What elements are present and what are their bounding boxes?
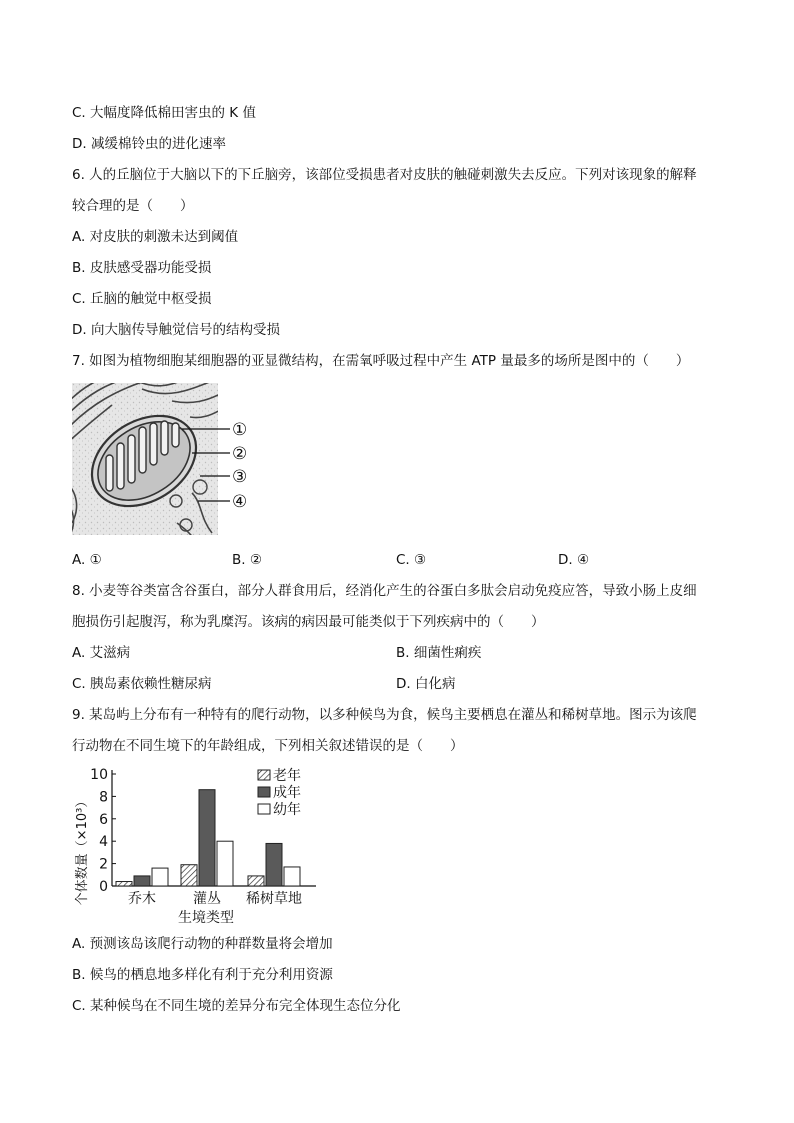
q5-option-c: C. 大幅度降低棉田害虫的 K 值 [72,105,256,121]
bar-成年-灌丛 [199,790,215,886]
legend-swatch [258,787,270,797]
bar-幼年-稀树草地 [284,867,300,886]
label-4: ④ [232,492,248,512]
age-structure-chart [66,762,326,932]
bar-幼年-乔木 [152,868,168,886]
bar-幼年-灌丛 [217,841,233,886]
legend-label: 幼年 [273,802,301,818]
x-tick-label: 乔木 [128,891,156,907]
q9-stem-line2: 行动物在不同生境下的年龄组成，下列相关叙述错误的是（ ） [72,738,464,754]
q8-option-a: A. 艾滋病 [72,645,131,661]
q7-option-d: D. ④ [558,552,590,568]
q6-stem-line2: 较合理的是（ ） [72,198,194,214]
q7-option-a: A. ① [72,552,102,568]
y-tick-label: 6 [99,811,108,828]
q8-stem-line2: 胞损伤引起腹泻，称为乳糜泻。该病的病因最可能类似于下列疾病中的（ ） [72,614,545,630]
q9-option-c: C. 某种候鸟在不同生境的差异分布完全体现生态位分化 [72,998,401,1014]
q5-option-d: D. 减缓棉铃虫的进化速率 [72,136,226,152]
q6-option-a: A. 对皮肤的刺激未达到阈值 [72,229,239,245]
x-tick-label: 稀树草地 [246,891,302,907]
label-3: ③ [232,467,248,487]
y-tick-label: 8 [99,789,108,806]
q8-option-d: D. 白化病 [396,676,456,692]
q8-option-b: B. 细菌性痢疾 [396,645,482,661]
age-structure-svg [66,762,326,932]
q7-option-b: B. ② [232,552,262,568]
legend-swatch [258,770,270,780]
x-axis-label: 生境类型 [178,910,234,926]
bar-老年-灌丛 [181,865,197,886]
q8-stem-line1: 8. 小麦等谷类富含谷蛋白，部分人群食用后，经消化产生的谷蛋白多肽会启动免疫应答，导致小肠上皮细 [72,583,697,599]
q6-stem-line1: 6. 人的丘脑位于大脑以下的下丘脑旁，该部位受损患者对皮肤的触碰刺激失去反应。下列对该现象的解释 [72,167,697,183]
y-axis-label: 个体数量（×10³） [75,794,90,906]
q9-option-b: B. 候鸟的栖息地多样化有利于充分利用资源 [72,967,333,983]
q6-option-c: C. 丘脑的触觉中枢受损 [72,291,212,307]
q9-stem-line1: 9. 某岛屿上分布有一种特有的爬行动物，以多种候鸟为食，候鸟主要栖息在灌丛和稀树草地。图示为该爬 [72,707,697,723]
q9-option-a: A. 预测该岛该爬行动物的种群数量将会增加 [72,936,333,952]
x-tick-label: 灌丛 [193,891,221,907]
bar-成年-稀树草地 [266,843,282,886]
q6-option-d: D. 向大脑传导触觉信号的结构受损 [72,322,280,338]
label-2: ② [232,444,248,464]
mitochondrion-diagram [72,383,272,535]
legend-label: 老年 [273,768,301,784]
mitochondrion-figure [72,383,272,535]
bar-老年-乔木 [116,882,132,886]
y-tick-label: 10 [90,767,108,783]
q6-option-b: B. 皮肤感受器功能受损 [72,260,212,276]
q7-stem: 7. 如图为植物细胞某细胞器的亚显微结构，在需氧呼吸过程中产生 ATP 量最多的场所是图中的（ ） [72,353,690,369]
y-tick-label: 4 [99,834,108,851]
legend-label: 成年 [273,785,301,801]
bar-老年-稀树草地 [248,876,264,886]
q7-option-c: C. ③ [396,552,427,568]
bar-成年-乔木 [134,876,150,886]
legend-swatch [258,804,270,814]
y-tick-label: 2 [99,856,108,873]
q8-option-c: C. 胰岛素依赖性糖尿病 [72,676,212,692]
y-tick-label: 0 [99,879,108,895]
label-1: ① [232,420,248,440]
